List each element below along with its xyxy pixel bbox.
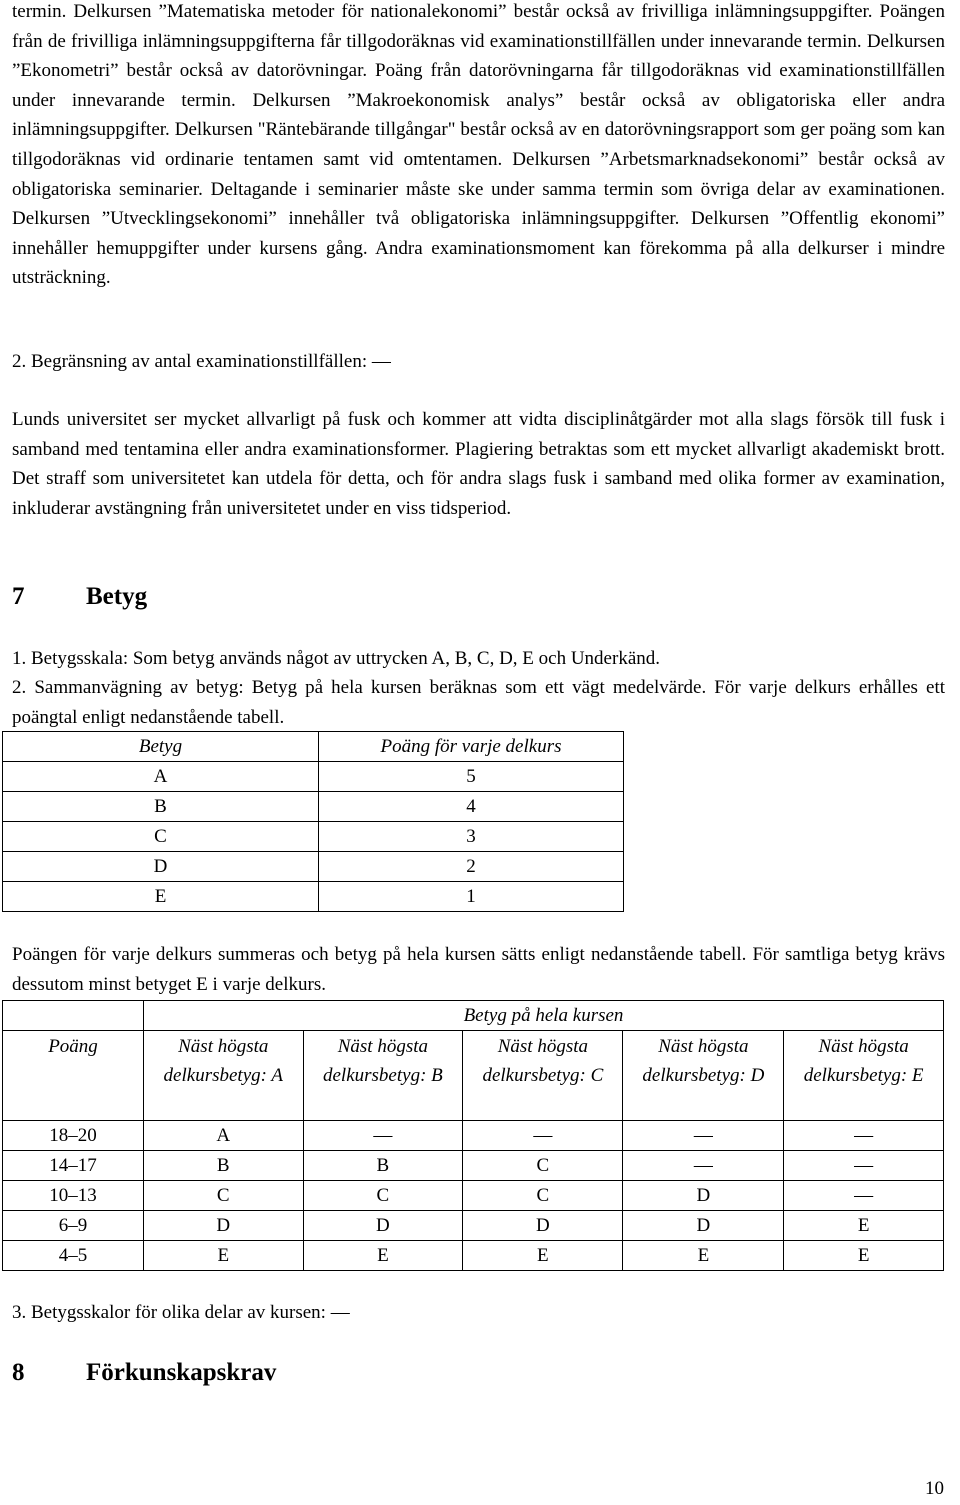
cheating-paragraph: Lunds universitet ser mycket allvarligt på fusk och kommer att vidta disciplinåtgärder mot alla slags försök till fusk i samband med tentamina eller andra examinationsformer. Plagiering betraktas som ett mycket allvarligt akademiskt brott. Det straff som universitetet kan utdela för detta, och för andra slags fusk i samband med olika former av examination, inkluderar avstängning från universitetet under en viss tidsperiod. — [12, 409, 945, 519]
table-cell: D — [463, 1211, 623, 1241]
table-cell: 2 — [319, 852, 624, 882]
table-cell: B — [144, 1151, 304, 1181]
table-group-header-row — [3, 1001, 944, 1031]
table-cell: E — [144, 1241, 304, 1271]
table-header-cell: Betyg — [3, 732, 319, 762]
table-cell: C — [3, 822, 319, 852]
table-cell: E — [784, 1211, 944, 1241]
table-cell: 4–5 — [3, 1241, 144, 1271]
table-row — [3, 882, 624, 912]
course-grade-table — [2, 1000, 944, 1271]
table-cell: E — [623, 1241, 784, 1271]
points-per-grade-table — [2, 731, 624, 912]
table-cell: E — [463, 1241, 623, 1271]
section-8-number: 8 — [12, 1359, 25, 1386]
section-8-title: Förkunskapskrav — [86, 1359, 277, 1386]
table-subheader-cell: Näst högsta delkursbetyg: E — [784, 1031, 944, 1121]
table-row — [3, 822, 624, 852]
table-cell: C — [463, 1151, 623, 1181]
table-cell: B — [303, 1151, 463, 1181]
table-cell: 5 — [319, 762, 624, 792]
table-cell: E — [784, 1241, 944, 1271]
table-cell: A — [144, 1121, 304, 1151]
table-row — [3, 1211, 944, 1241]
summation-paragraph: Poängen för varje delkurs summeras och betyg på hela kursen sätts enligt nedanstående tabell. För samtliga betyg krävs dessutom minst betyget E i varje delkurs. — [12, 944, 945, 995]
section-7-number: 7 — [12, 583, 25, 610]
table-cell: C — [144, 1181, 304, 1211]
table-cell: C — [463, 1181, 623, 1211]
table-cell: D — [303, 1211, 463, 1241]
section-7-title: Betyg — [86, 583, 148, 610]
page-number: 10 — [925, 1478, 944, 1499]
intro-paragraph: termin. Delkursen ”Matematiska metoder för nationalekonomi” består också av frivilliga inlämningsuppgifter. Poängen från de frivilliga inlämningsuppgifterna får tillgodoräknas vid examinationstillfällen under innevarande termin. Delkursen ”Ekonometri” består också av datorövningar. Poäng från datorövningarna får tillgodoräknas vid examinationstillfällen under innevarande termin. Delkursen ”Makroekonomisk analys” består också av obligatoriska eller andra inlämningsuppgifter. Delkursen "Räntebärande tillgångar" består också av en datorövningsrapport som ger poäng som kan tillgodoräknas vid ordinarie tentamen samt vid omtentamen. Delkursen ”Arbetsmarknadsekonomi” består också av obligatoriska seminarier. Deltagande i seminarier måste ske under samma termin som övriga delar av examinationen. Delkursen ”Utvecklingsekonomi” innehåller två obligatoriska inlämningsuppgifter. Delkursen ”Offentlig ekonomi” innehåller hemuppgifter under kursens gång. Andra examinationsmoment kan förekomma på alla delkurser i mindre utsträckning. — [12, 1, 945, 289]
table-row — [3, 762, 624, 792]
table-row — [3, 1151, 944, 1181]
table-cell: E — [3, 882, 319, 912]
table-header-cell-empty — [3, 1001, 144, 1031]
table-header-cell: Poäng för varje delkurs — [319, 732, 624, 762]
table-cell: — — [303, 1121, 463, 1151]
table-cell: — — [623, 1121, 784, 1151]
table-cell: — — [784, 1151, 944, 1181]
table-cell: 10–13 — [3, 1181, 144, 1211]
section-8-heading — [12, 1358, 276, 1388]
table-cell: 6–9 — [3, 1211, 144, 1241]
table-row — [3, 1121, 944, 1151]
section-7-heading — [12, 582, 147, 612]
table-cell: D — [623, 1211, 784, 1241]
table-cell: 3 — [319, 822, 624, 852]
table-cell: 18–20 — [3, 1121, 144, 1151]
table-cell: E — [303, 1241, 463, 1271]
table-row — [3, 1181, 944, 1211]
table-cell: D — [3, 852, 319, 882]
table-cell: — — [784, 1121, 944, 1151]
weighting-paragraph: 2. Sammanvägning av betyg: Betyg på hela kursen beräknas som ett vägt medelvärde. För varje delkurs erhålles ett poängtal enligt nedanstående tabell. — [12, 677, 945, 728]
table-cell: — — [784, 1181, 944, 1211]
exam-limit-line: 2. Begränsning av antal examinationstillfällen: — — [12, 351, 391, 372]
table-header-row — [3, 732, 624, 762]
table-subheader-cell: Näst högsta delkursbetyg: C — [463, 1031, 623, 1121]
table-cell: 4 — [319, 792, 624, 822]
grade-scale-line: 1. Betygsskala: Som betyg används något av uttrycken A, B, C, D, E och Underkänd. — [12, 648, 661, 669]
table-cell: D — [623, 1181, 784, 1211]
table-cell: — — [623, 1151, 784, 1181]
table-cell: A — [3, 762, 319, 792]
table-subheader-row — [3, 1031, 944, 1121]
table-cell: D — [144, 1211, 304, 1241]
table-subheader-cell: Näst högsta delkursbetyg: A — [144, 1031, 304, 1121]
grade-scales-parts-line: 3. Betygsskalor för olika delar av kursen: — — [12, 1302, 350, 1323]
points-header: Poäng — [3, 1031, 144, 1121]
table-row — [3, 852, 624, 882]
table-row — [3, 792, 624, 822]
table-cell: — — [463, 1121, 623, 1151]
table-cell: B — [3, 792, 319, 822]
table-cell: 14–17 — [3, 1151, 144, 1181]
table-subheader-cell: Näst högsta delkursbetyg: D — [623, 1031, 784, 1121]
table-cell: C — [303, 1181, 463, 1211]
table-row — [3, 1241, 944, 1271]
table-group-header: Betyg på hela kursen — [144, 1001, 944, 1031]
table-subheader-cell: Näst högsta delkursbetyg: B — [303, 1031, 463, 1121]
table-cell: 1 — [319, 882, 624, 912]
